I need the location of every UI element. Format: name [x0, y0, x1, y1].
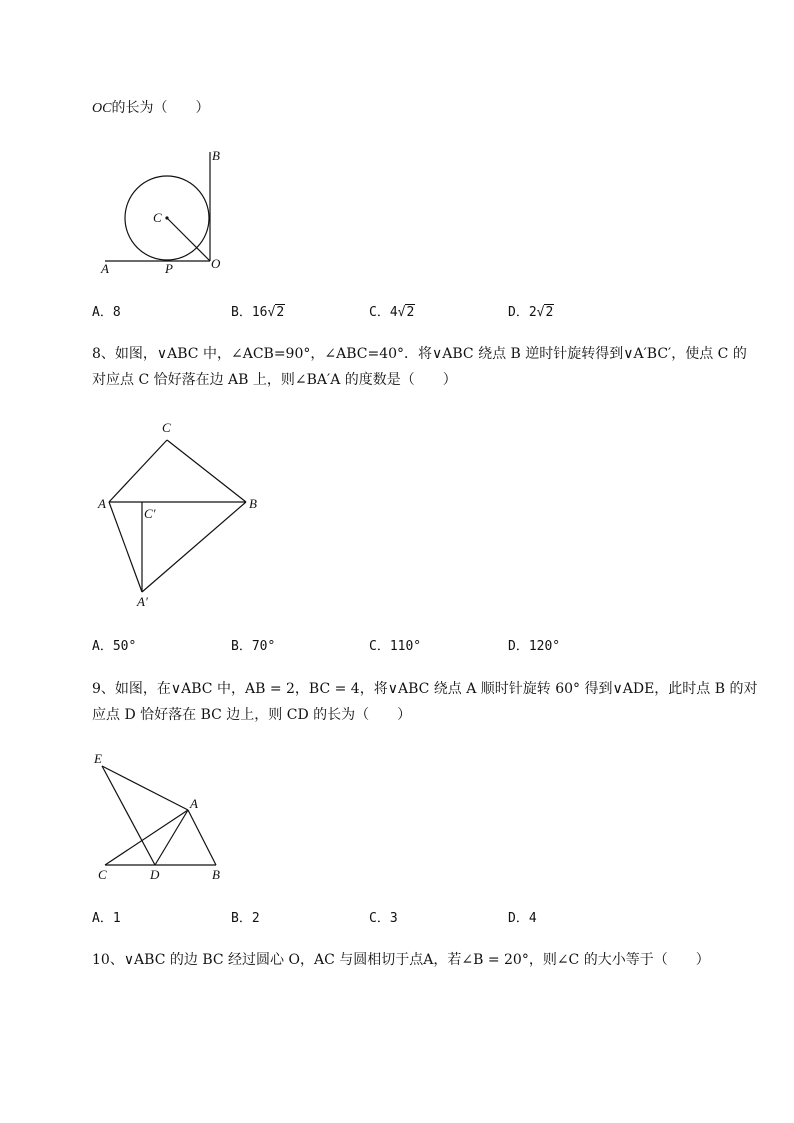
q9-label-e: E	[94, 751, 102, 766]
q9-option-b	[231, 909, 260, 929]
q8-option-a	[92, 637, 136, 657]
q7-stem-var: OC	[92, 101, 112, 116]
q9-label-b: B	[212, 867, 220, 882]
q9-label-a: A	[190, 796, 198, 811]
q7-label-b: B	[212, 148, 220, 163]
q8-option-c	[369, 637, 421, 657]
q8-option-a-value: 50°	[112, 639, 137, 654]
q8-stem-line2: 对应点 C 恰好落在边 AB 上，则∠BA′A 的度数是（ ）	[92, 372, 457, 388]
q8-option-b	[231, 637, 275, 657]
q7-option-b-radicand: 2	[276, 305, 285, 320]
q9-option-c	[369, 909, 398, 929]
q7-option-d-value: 2	[528, 305, 537, 320]
q8-label-c-prime: C′	[144, 506, 156, 521]
q7-stem-text: 的长为（ ）	[111, 100, 210, 116]
q9-option-c-letter: C．	[369, 911, 390, 926]
q9-line-ed	[102, 766, 155, 865]
q7-option-b-sqrt: √2	[267, 305, 285, 320]
q7-option-a	[92, 303, 121, 323]
q7-option-b	[231, 303, 285, 323]
q7-option-a-letter: A．	[92, 305, 113, 320]
q10-stem-line1: 10、∨ABC 的边 BC 经过圆心 O，AC 与圆相切于点A，若∠B = 20°，则∠C 的大小等于（ ）	[92, 952, 710, 968]
q9-figure	[88, 748, 233, 883]
q8-option-c-letter: C．	[369, 639, 390, 654]
q9-line-ea	[102, 766, 188, 810]
q7-center-dot	[165, 216, 168, 219]
q9-option-d-letter: D．	[508, 911, 529, 926]
q7-option-c-sqrt: √2	[397, 305, 415, 320]
q9-option-b-letter: B．	[231, 911, 252, 926]
q7-label-a: A	[101, 261, 109, 276]
q9-line-ac	[105, 810, 188, 865]
q7-option-c-radicand: 2	[406, 305, 415, 320]
q8-option-d	[508, 637, 560, 657]
q8-option-b-value: 70°	[251, 639, 276, 654]
q7-option-b-value: 16	[251, 305, 268, 320]
q8-line-a1b	[142, 502, 246, 592]
q8-option-a-letter: A．	[92, 639, 113, 654]
q8-stem-line1: 8、如图，∨ABC 中，∠ACB=90°，∠ABC=40°．将∨ABC 绕点 B 逆时针旋转得到∨A′BC′，使点 C 的	[92, 346, 747, 362]
q8-label-a: A	[98, 496, 106, 511]
q8-option-d-value: 120°	[528, 639, 561, 654]
q8-label-c: C	[162, 420, 171, 435]
q9-label-d: D	[150, 867, 160, 882]
q9-label-c: C	[98, 867, 107, 882]
q7-option-d	[508, 303, 554, 323]
q8-line-aa1	[109, 502, 142, 592]
q9-stem-line1: 9、如图，在∨ABC 中，AB = 2，BC = 4，将∨ABC 绕点 A 顺时针旋转 60° 得到∨ADE，此时点 B 的对	[92, 681, 758, 697]
q7-stem	[92, 98, 209, 119]
q7-option-c-value: 4	[389, 305, 398, 320]
q8-option-c-value: 110°	[389, 639, 422, 654]
q7-option-d-sqrt: √2	[536, 305, 554, 320]
q9-line-ab	[188, 810, 216, 865]
q7-option-a-value: 8	[112, 305, 121, 320]
q9-option-a-letter: A．	[92, 911, 113, 926]
q9-line-ad	[155, 810, 188, 865]
q7-option-c	[369, 303, 415, 323]
q8-line-cb	[167, 440, 246, 502]
q9-option-d-value: 4	[528, 911, 537, 926]
q9-option-b-value: 2	[251, 911, 260, 926]
q7-option-b-letter: B．	[231, 305, 252, 320]
q7-label-c: C	[153, 210, 162, 225]
q9-stem-line2: 应点 D 恰好落在 BC 边上，则 CD 的长为（ ）	[92, 707, 412, 723]
q8-option-b-letter: B．	[231, 639, 252, 654]
q8-figure	[95, 415, 270, 610]
q7-option-c-letter: C．	[369, 305, 390, 320]
q7-option-d-radicand: 2	[545, 305, 554, 320]
q9-option-c-value: 3	[389, 911, 398, 926]
q8-label-b: B	[249, 496, 257, 511]
q9-option-d	[508, 909, 537, 929]
q9-option-a-value: 1	[112, 911, 121, 926]
q7-label-o: O	[211, 256, 221, 271]
q8-option-d-letter: D．	[508, 639, 529, 654]
q7-label-p: P	[165, 261, 173, 276]
q7-option-d-letter: D．	[508, 305, 529, 320]
q8-label-a-prime: A′	[137, 594, 148, 609]
q7-figure	[95, 140, 235, 280]
q9-option-a	[92, 909, 121, 929]
q8-line-ac	[109, 440, 167, 502]
